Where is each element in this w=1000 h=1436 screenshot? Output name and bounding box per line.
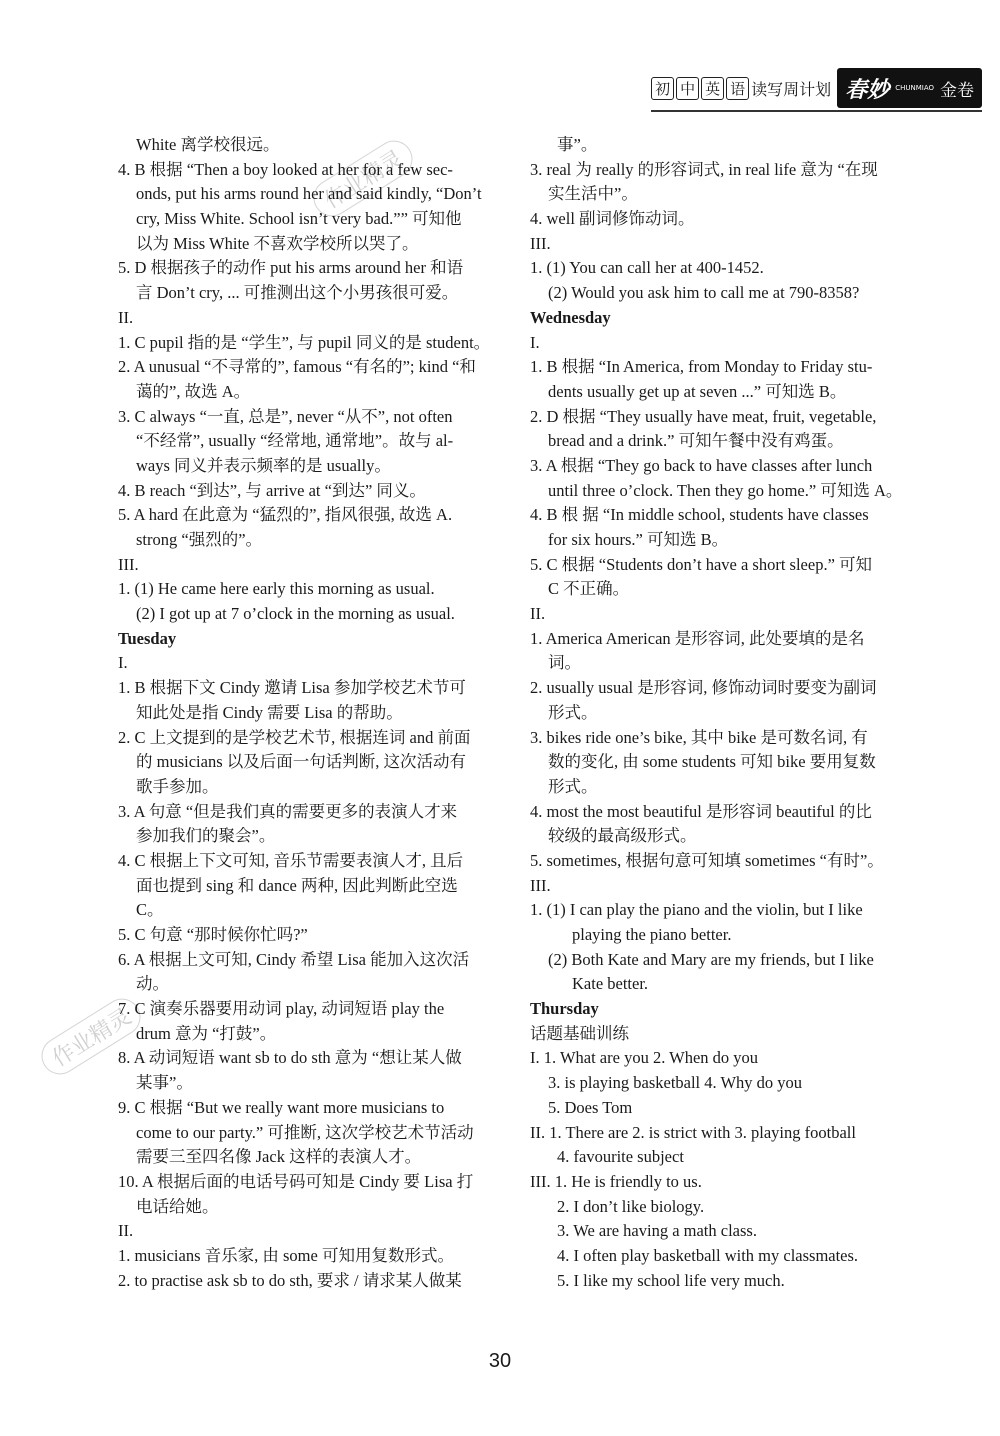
text-line: III. [530,875,551,895]
text-line: 4. well 副词修饰动词。 [530,209,695,229]
text-line: 实生活中”。 [548,184,638,204]
text-line: 2. usually usual 是形容词, 修饰动词时要变为副词 [530,678,877,698]
text-line: III. [530,233,551,253]
text-line: 6. A 根据上文可知, Cindy 希望 Lisa 能加入这次活 [118,949,470,969]
text-line: 8. A 动词短语 want sb to do sth 意为 “想让某人做 [118,1048,462,1068]
section-heading: Thursday [530,999,599,1019]
text-line: 参加我们的聚会”。 [136,826,276,846]
brand-sub: 金卷 [940,80,974,101]
text-line: (2) Both Kate and Mary are my friends, but I like [548,949,874,969]
text-line: 4. I often play basketball with my classmates. [557,1245,859,1265]
text-line: 需要三至四名像 Jack 这样的表演人才。 [136,1147,422,1167]
text-line: bread and a drink.” 可知午餐中没有鸡蛋。 [548,431,844,451]
text-line: 言 Don’t cry, ... 可推测出这个小男孩很可爱。 [136,283,459,303]
text-line: 3. bikes ride one’s bike, 其中 bike 是可数名词, 有 [530,727,868,747]
series-char-1: 初 [651,77,674,100]
page-number: 30 [488,1350,512,1372]
text-line: 3. A 根据 “They go back to have classes after lunch [530,455,873,475]
text-line: 1. America American 是形容词, 此处要填的是名 [530,628,865,648]
text-line: 4. most the most beautiful 是形容词 beautiful 的比 [530,801,872,821]
text-line: 2. C 上文提到的是学校艺术节, 根据连词 and 前面 [118,727,471,747]
series-title [651,77,831,100]
text-line: 4. favourite subject [557,1147,684,1167]
text-line: 3. A 句意 “但是我们真的需要更多的表演人才来 [118,801,458,821]
text-line: strong “强烈的”。 [136,530,263,549]
text-line: 形式。 [548,776,598,796]
text-line: 3. C always “一直, 总是”, never “从不”, not often [118,406,453,426]
series-char-3: 英 [701,77,724,100]
text-line: 1. (1) You can call her at 400-1452. [530,258,764,278]
text-line: II. [118,307,134,327]
series-char-2: 中 [676,77,699,100]
text-line: 4. B 根 据 “In middle school, students have classes [530,505,869,525]
text-line: 词。 [548,653,581,673]
text-line: 5. I like my school life very much. [557,1270,785,1290]
text-line: 4. B 根据 “Then a boy looked at her for a few sec- [118,159,453,179]
text-line: I. 1. What are you 2. When do you [530,1048,759,1068]
brand-logo [837,68,982,108]
text-line: 歌手参加。 [136,776,219,796]
text-line: onds, put his arms round her and said kindly, “Don’t [136,184,482,204]
text-line: 10. A 根据后面的电话号码可知是 Cindy 要 Lisa 打 [118,1171,474,1191]
text-line: II. 1. There are 2. is strict with 3. playing football [530,1122,856,1142]
text-line: C 不正确。 [548,579,630,599]
text-line: 1. B 根据 “In America, from Monday to Friday stu- [530,357,873,377]
text-line: 5. C 句意 “那时候你忙吗?” [118,925,308,944]
text-line: 的 musicians 以及后面一句话判断, 这次活动有 [136,752,466,772]
text-line: 3. We are having a math class. [557,1221,757,1241]
section-heading: Wednesday [530,307,611,327]
text-line: 5. D 根据孩子的动作 put his arms around her 和语 [118,258,464,278]
text-line: 蔼的”, 故选 A。 [136,381,251,401]
watermark-left: 作业精灵 [35,992,148,1082]
text-line: come to our party.” 可推断, 这次学校艺术节活动 [136,1122,474,1142]
text-line: 较级的最高级形式。 [548,826,697,846]
text-line: I. [118,653,128,673]
text-line: 9. C 根据 “But we really want more musicians to [118,1097,445,1117]
text-line: I. [530,332,540,352]
text-line: 5. Does Tom [548,1097,633,1117]
text-line: 5. C 根据 “Students don’t have a short sleep.” 可知 [530,554,873,574]
text-line: 2. I don’t like biology. [557,1196,705,1216]
series-char-4: 语 [726,77,749,100]
page-header [651,68,982,112]
text-line: 2. D 根据 “They usually have meat, fruit, vegetable, [530,406,877,426]
text-line: 数的变化, 由 some students 可知 bike 要用复数 [548,752,876,772]
right-column [530,133,915,1293]
text-line: III. [118,554,139,574]
text-line: 话题基础训练 [530,1023,629,1043]
text-line: ways 同义并表示频率的是 usually。 [136,455,391,475]
text-line: (2) Would you ask him to call me at 790-8358? [548,283,860,303]
text-line: 以为 Miss White 不喜欢学校所以哭了。 [136,233,419,253]
brand-small-text: CHUNMIAO [895,84,934,92]
text-line: 5. A hard 在此意为 “猛烈的”, 指风很强, 故选 A. [118,505,453,525]
text-line: 某事”。 [136,1073,193,1093]
text-line: II. [118,1221,134,1241]
section-heading: Tuesday [118,628,177,648]
text-line: 电话给她。 [136,1196,219,1216]
text-line: 事”。 [557,135,598,154]
left-column [118,133,503,1293]
text-line: III. 1. He is friendly to us. [530,1171,702,1191]
text-line: dents usually get up at seven ...” 可知选 B。 [548,381,847,401]
text-line: 5. sometimes, 根据句意可知填 sometimes “有时”。 [530,850,884,870]
text-line: 1. B 根据下文 Cindy 邀请 Lisa 参加学校艺术节可 [118,678,466,698]
text-line: 1. (1) I can play the piano and the violin, but I like [530,900,863,920]
text-line: 4. C 根据上下文可知, 音乐节需要表演人才, 且后 [118,850,464,870]
series-name: 读写周计划 [751,79,832,99]
text-line: 3. is playing basketball 4. Why do you [548,1073,803,1093]
text-line: Kate better. [572,974,649,994]
text-line: White 离学校很远。 [136,135,280,154]
text-line: 1. musicians 音乐家, 由 some 可知用复数形式。 [118,1245,454,1265]
text-line: “不经常”, usually “经常地, 通常地”。故与 al- [136,431,454,451]
text-line: 7. C 演奏乐器要用动词 play, 动词短语 play the [118,999,445,1019]
text-line: cry, Miss White. School isn’t very bad.”” 可知他 [136,209,462,229]
text-line: playing the piano better. [572,925,732,944]
text-line: for six hours.” 可知选 B。 [548,530,729,549]
text-line: C。 [136,900,164,920]
brand-name: 春妙 [845,76,890,103]
text-line: II. [530,604,546,624]
text-line: 动。 [136,974,169,994]
text-line: (2) I got up at 7 o’clock in the morning as usual. [136,604,455,624]
text-line: 知此处是指 Cindy 需要 Lisa 的帮助。 [136,702,403,722]
text-line: 1. (1) He came here early this morning as usual. [118,579,435,599]
text-line: 3. real 为 really 的形容词式, in real life 意为 “在现 [530,159,878,179]
watermark-top: 作业精灵 [307,134,420,224]
text-line: until three o’clock. Then they go home.” 可知选 A。 [548,480,903,500]
text-line: 形式。 [548,702,598,722]
text-line: 4. B reach “到达”, 与 arrive at “到达” 同义。 [118,480,426,500]
text-line: 1. C pupil 指的是 “学生”, 与 pupil 同义的是 student。 [118,332,491,352]
text-line: 2. to practise ask sb to do sth, 要求 / 请求某人做某 [118,1270,462,1290]
text-line: 面也提到 sing 和 dance 两种, 因此判断此空选 [136,875,458,895]
text-line: 2. A unusual “不寻常的”, famous “有名的”; kind “和 [118,357,476,377]
text-line: drum 意为 “打鼓”。 [136,1023,277,1043]
